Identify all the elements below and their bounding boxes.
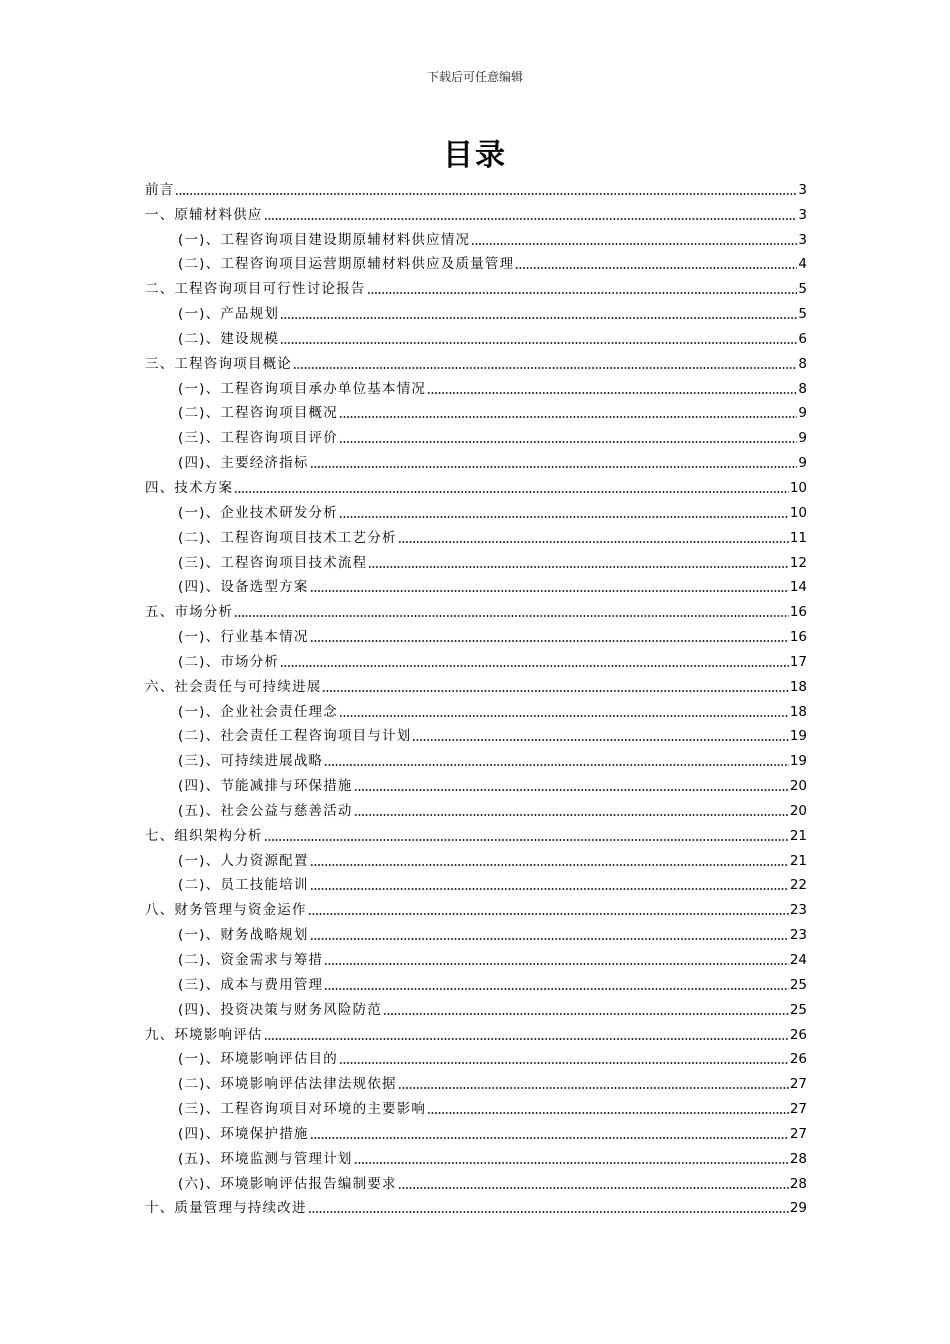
toc-page-number: 3 — [798, 206, 807, 223]
toc-dot-leader — [324, 987, 789, 991]
toc-subentry[interactable] — [145, 697, 807, 722]
toc-entry[interactable] — [145, 274, 807, 299]
toc-page-number: 21 — [789, 852, 807, 869]
toc-entry-label: (二)、工程咨询项目运营期原辅材料供应及质量管理 — [178, 256, 515, 273]
toc-subentry[interactable] — [145, 622, 807, 647]
toc-subentry[interactable] — [145, 970, 807, 995]
toc-page-number: 4 — [798, 256, 807, 273]
toc-page-number: 5 — [798, 281, 807, 298]
toc-entry-label: (二)、建设规模 — [178, 330, 280, 347]
toc-subentry[interactable] — [145, 1094, 807, 1119]
toc-entry-label: 二、工程咨询项目可行性讨论报告 — [145, 281, 366, 298]
toc-page-number: 19 — [789, 728, 807, 745]
toc-entry-label: 一、原辅材料供应 — [145, 206, 263, 223]
toc-entry[interactable] — [145, 175, 807, 200]
toc-dot-leader — [339, 1061, 789, 1065]
toc-entry[interactable] — [145, 672, 807, 697]
toc-entry-label: 三、工程咨询项目概论 — [145, 355, 292, 372]
toc-entry-label: (六)、环境影响评估报告编制要求 — [178, 1175, 397, 1192]
toc-dot-leader — [310, 863, 789, 867]
toc-page-number: 20 — [789, 778, 807, 795]
toc-entry-label: (一)、工程咨询项目承办单位基本情况 — [178, 380, 427, 397]
toc-entry-label: (一)、环境影响评估目的 — [178, 1051, 338, 1068]
toc-dot-leader — [339, 515, 789, 519]
toc-subentry[interactable] — [145, 1169, 807, 1194]
toc-dot-leader — [322, 689, 788, 693]
toc-page-number: 24 — [789, 952, 807, 968]
toc-entry-label: 四、技术方案 — [145, 479, 234, 496]
toc-dot-leader — [175, 192, 797, 196]
toc-page-number: 28 — [789, 1175, 807, 1192]
page-header: 下载后可任意编辑 — [426, 70, 523, 84]
toc-page-number: 16 — [789, 604, 807, 621]
toc-entry-label: 七、组织架构分析 — [145, 827, 263, 844]
toc-page-number: 11 — [789, 529, 807, 546]
toc-subentry[interactable] — [145, 1119, 807, 1144]
toc-entry-label: (一)、财务战略规划 — [178, 927, 309, 944]
toc-subentry[interactable] — [145, 250, 807, 275]
toc-dot-leader — [412, 738, 788, 742]
toc-page-number: 5 — [798, 306, 807, 323]
toc-page-number: 27 — [789, 1125, 807, 1142]
toc-dot-leader — [308, 1210, 789, 1214]
toc-page-number: 6 — [798, 330, 807, 347]
toc-dot-leader — [339, 440, 797, 444]
toc-dot-leader — [293, 366, 797, 370]
toc-entry-label: (一)、人力资源配置 — [178, 852, 309, 869]
toc-page-number: 18 — [789, 678, 807, 695]
toc-page-number: 9 — [798, 455, 807, 472]
toc-page-number: 18 — [789, 703, 807, 720]
toc-page-number: 29 — [789, 1200, 807, 1217]
toc-dot-leader — [368, 565, 788, 569]
toc-dot-leader — [354, 813, 789, 817]
toc-entry[interactable] — [145, 473, 807, 498]
toc-page-number: 3 — [798, 231, 807, 248]
toc-entry-label: (二)、员工技能培训 — [178, 877, 309, 894]
toc-entry[interactable] — [145, 895, 807, 920]
toc-dot-leader — [264, 217, 798, 221]
toc-dot-leader — [234, 614, 789, 618]
toc-dot-leader — [310, 465, 798, 469]
toc-dot-leader — [398, 1186, 789, 1190]
toc-entry-label: (一)、企业社会责任理念 — [178, 703, 338, 720]
toc-entry-label: (四)、设备选型方案 — [178, 579, 309, 596]
toc-subentry[interactable] — [145, 771, 807, 796]
toc-page-number: 8 — [798, 380, 807, 397]
table-of-contents — [145, 175, 807, 1218]
toc-entry-label: 前言 — [145, 181, 175, 198]
toc-page-number: 23 — [789, 927, 807, 944]
toc-entry-label: (三)、工程咨询项目评价 — [178, 430, 338, 447]
toc-dot-leader — [310, 887, 789, 891]
toc-page-number: 23 — [789, 902, 807, 919]
toc-dot-leader — [310, 1136, 789, 1140]
toc-page-number: 19 — [789, 753, 807, 770]
toc-page-number: 22 — [789, 877, 807, 894]
toc-entry-label: (二)、环境影响评估法律法规依据 — [178, 1076, 397, 1093]
toc-entry[interactable] — [145, 1020, 807, 1045]
toc-page-number: 8 — [798, 355, 807, 372]
toc-dot-leader — [324, 763, 789, 767]
toc-entry-label: (二)、市场分析 — [178, 653, 280, 670]
toc-page-number: 9 — [798, 405, 807, 422]
toc-dot-leader — [234, 490, 789, 494]
toc-entry-label: (二)、资金需求与筹措 — [178, 952, 324, 968]
toc-subentry[interactable] — [145, 423, 807, 448]
toc-entry-label: (三)、可持续进展战略 — [178, 753, 324, 770]
toc-subentry[interactable] — [145, 399, 807, 424]
toc-entry-label: 六、社会责任与可持续进展 — [145, 678, 322, 695]
toc-dot-leader — [398, 1086, 789, 1090]
toc-entry-label: (二)、社会责任工程咨询项目与计划 — [178, 728, 412, 745]
toc-entry[interactable] — [145, 821, 807, 846]
toc-dot-leader — [471, 242, 797, 246]
toc-dot-leader — [354, 1161, 789, 1165]
toc-subentry[interactable] — [145, 796, 807, 821]
toc-dot-leader — [280, 341, 797, 345]
toc-subentry[interactable] — [145, 448, 807, 473]
toc-entry-label: (一)、行业基本情况 — [178, 629, 309, 646]
toc-page-number: 25 — [789, 976, 807, 993]
toc-dot-leader — [515, 266, 797, 270]
toc-entry-label: (一)、工程咨询项目建设期原辅材料供应情况 — [178, 231, 471, 248]
toc-page-number: 9 — [798, 430, 807, 447]
toc-page-number: 26 — [789, 1051, 807, 1068]
toc-entry-label: (三)、工程咨询项目技术流程 — [178, 554, 368, 571]
toc-dot-leader — [264, 838, 789, 842]
toc-page-number: 10 — [789, 504, 807, 521]
toc-page-number: 20 — [789, 802, 807, 819]
toc-dot-leader — [354, 788, 789, 792]
toc-entry[interactable] — [145, 1194, 807, 1219]
toc-entry[interactable] — [145, 597, 807, 622]
toc-entry-label: (二)、工程咨询项目概况 — [178, 405, 338, 422]
toc-subentry[interactable] — [145, 523, 807, 548]
toc-subentry[interactable] — [145, 846, 807, 871]
toc-entry-label: 五、市场分析 — [145, 604, 234, 621]
toc-subentry[interactable] — [145, 871, 807, 896]
toc-page-number: 25 — [789, 1001, 807, 1018]
toc-subentry[interactable] — [145, 1069, 807, 1094]
toc-entry-label: (二)、工程咨询项目技术工艺分析 — [178, 529, 397, 546]
toc-subentry[interactable] — [145, 573, 807, 598]
toc-dot-leader — [308, 912, 789, 916]
toc-entry-label: 十、质量管理与持续改进 — [145, 1200, 307, 1217]
toc-dot-leader — [383, 1012, 789, 1016]
toc-dot-leader — [264, 1037, 789, 1041]
toc-subentry[interactable] — [145, 1045, 807, 1070]
toc-subentry[interactable] — [145, 1144, 807, 1169]
toc-entry-label: (四)、主要经济指标 — [178, 455, 309, 472]
toc-entry-label: (四)、节能减排与环保措施 — [178, 778, 353, 795]
toc-page-number: 27 — [789, 1101, 807, 1118]
toc-entry-label: (一)、企业技术研发分析 — [178, 504, 338, 521]
toc-page-number: 14 — [789, 579, 807, 596]
toc-entry-label: (一)、产品规划 — [178, 306, 280, 323]
toc-subentry[interactable] — [145, 647, 807, 672]
toc-page-number: 28 — [789, 1150, 807, 1167]
toc-entry-label: 九、环境影响评估 — [145, 1026, 263, 1043]
toc-subentry[interactable] — [145, 299, 807, 324]
toc-dot-leader — [310, 937, 789, 941]
toc-page-number: 3 — [798, 181, 807, 198]
toc-subentry[interactable] — [145, 548, 807, 573]
toc-entry-label: (四)、环境保护措施 — [178, 1125, 309, 1142]
toc-page-number: 12 — [789, 554, 807, 571]
toc-page-number: 16 — [789, 629, 807, 646]
toc-subentry[interactable] — [145, 945, 807, 970]
toc-dot-leader — [339, 415, 797, 419]
toc-entry-label: (三)、工程咨询项目对环境的主要影响 — [178, 1101, 427, 1118]
toc-page-number: 26 — [789, 1026, 807, 1043]
toc-subentry[interactable] — [145, 374, 807, 399]
toc-page-number: 10 — [789, 479, 807, 496]
toc-entry[interactable] — [145, 200, 807, 225]
toc-subentry[interactable] — [145, 324, 807, 349]
toc-dot-leader — [280, 664, 789, 668]
toc-subentry[interactable] — [145, 225, 807, 250]
toc-entry-label: (三)、成本与费用管理 — [178, 976, 324, 993]
toc-entry-label: (五)、社会公益与慈善活动 — [178, 802, 353, 819]
toc-dot-leader — [280, 316, 797, 320]
toc-dot-leader — [427, 391, 797, 395]
toc-entry[interactable] — [145, 349, 807, 374]
toc-subentry[interactable] — [145, 995, 807, 1020]
toc-page-number: 17 — [789, 653, 807, 670]
toc-dot-leader — [398, 540, 789, 544]
toc-entry-label: (五)、环境监测与管理计划 — [178, 1150, 353, 1167]
toc-entry-label: (四)、投资决策与财务风险防范 — [178, 1001, 383, 1018]
page-title: 目录 — [443, 138, 507, 173]
toc-dot-leader — [367, 291, 798, 295]
toc-page-number: 21 — [789, 827, 807, 844]
toc-dot-leader — [324, 962, 789, 966]
toc-dot-leader — [310, 639, 789, 643]
toc-dot-leader — [427, 1111, 789, 1115]
toc-subentry[interactable] — [145, 498, 807, 523]
toc-dot-leader — [310, 589, 789, 593]
toc-entry-label: 八、财务管理与资金运作 — [145, 902, 307, 919]
toc-page-number: 27 — [789, 1076, 807, 1093]
toc-subentry[interactable] — [145, 920, 807, 945]
toc-subentry[interactable] — [145, 722, 807, 747]
toc-dot-leader — [339, 714, 789, 718]
toc-subentry[interactable] — [145, 746, 807, 771]
